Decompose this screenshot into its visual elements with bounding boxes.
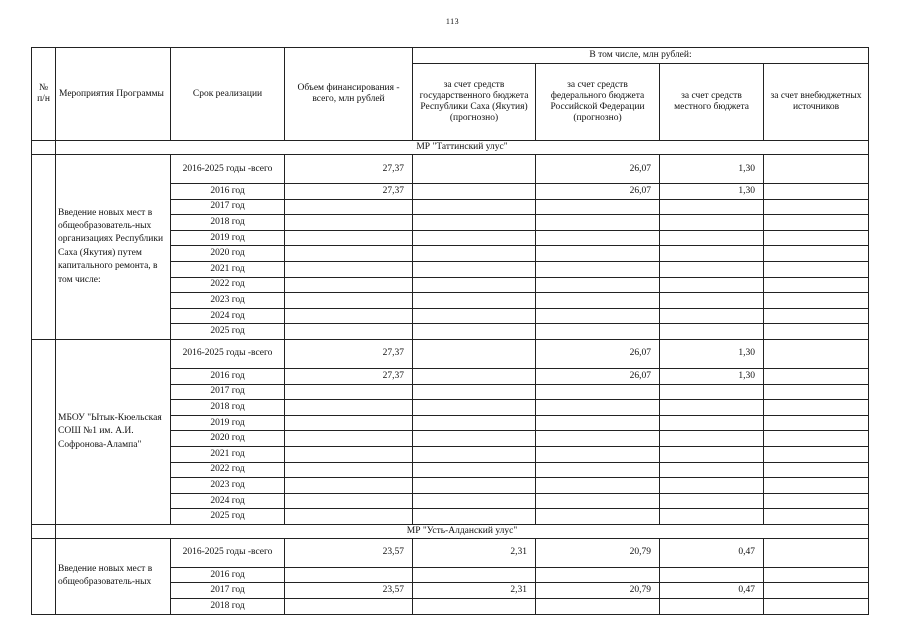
section-title: МР "Таттинский улус"	[56, 141, 869, 155]
local-cell	[660, 308, 764, 324]
page-number: 113	[445, 17, 460, 26]
period-cell: 2025 год	[171, 324, 285, 340]
regional-cell	[413, 493, 536, 509]
section-title: МР "Усть-Алданский улус"	[56, 524, 869, 538]
extra-cell	[764, 155, 869, 184]
period-cell: 2023 год	[171, 478, 285, 494]
table-body	[32, 141, 869, 615]
extra-cell	[764, 199, 869, 215]
period-cell: 2016 год	[171, 368, 285, 384]
header-extrabudgetary: за счет внебюджетных источников	[764, 64, 869, 141]
regional-cell	[413, 199, 536, 215]
federal-cell	[536, 230, 660, 246]
extra-cell	[764, 339, 869, 368]
period-cell: 2016-2025 годы -всего	[171, 155, 285, 184]
header-including: В том числе, млн рублей:	[413, 48, 869, 64]
total-cell	[285, 446, 413, 462]
activity-name: МБОУ "Ытык-Кюельская СОШ №1 им. А.И. Софронова-Алампа"	[58, 412, 162, 450]
header-regional-budget: за счет средств государственного бюджета Республики Саха (Якутия) (прогнозно)	[413, 64, 536, 141]
period-cell: 2016-2025 годы -всего	[171, 339, 285, 368]
regional-cell	[413, 215, 536, 231]
extra-cell	[764, 368, 869, 384]
local-cell	[660, 509, 764, 525]
extra-cell	[764, 308, 869, 324]
extra-cell	[764, 215, 869, 231]
federal-cell: 26,07	[536, 155, 660, 184]
local-cell	[660, 567, 764, 583]
regional-cell	[413, 384, 536, 400]
regional-cell	[413, 339, 536, 368]
extra-cell	[764, 400, 869, 416]
extra-cell	[764, 567, 869, 583]
total-cell	[285, 493, 413, 509]
federal-cell: 20,79	[536, 583, 660, 599]
extra-cell	[764, 246, 869, 262]
regional-cell	[413, 415, 536, 431]
federal-cell: 20,79	[536, 538, 660, 567]
regional-cell: 2,31	[413, 583, 536, 599]
period-cell: 2019 год	[171, 230, 285, 246]
regional-cell: 2,31	[413, 538, 536, 567]
local-cell: 0,47	[660, 583, 764, 599]
regional-cell	[413, 230, 536, 246]
header-activities: Мероприятия Программы	[56, 48, 171, 141]
header-total: Объем финансирования - всего, млн рублей	[285, 48, 413, 141]
extra-cell	[764, 230, 869, 246]
total-cell	[285, 246, 413, 262]
period-cell: 2021 год	[171, 446, 285, 462]
period-cell: 2016-2025 годы -всего	[171, 538, 285, 567]
regional-cell	[413, 567, 536, 583]
regional-cell	[413, 308, 536, 324]
total-cell: 27,37	[285, 155, 413, 184]
section-num-cell	[32, 141, 56, 155]
local-cell	[660, 446, 764, 462]
header-local-budget: за счет средств местного бюджета	[660, 64, 764, 141]
extra-cell	[764, 293, 869, 309]
federal-cell	[536, 293, 660, 309]
activity-cell	[56, 339, 171, 524]
local-cell: 1,30	[660, 368, 764, 384]
total-cell	[285, 462, 413, 478]
extra-cell	[764, 184, 869, 200]
table-row	[32, 538, 869, 567]
activity-name: Введение новых мест в общеобразователь-ных	[58, 563, 153, 588]
total-cell	[285, 567, 413, 583]
table-header	[32, 48, 869, 141]
extra-cell	[764, 583, 869, 599]
extra-cell	[764, 415, 869, 431]
period-cell: 2022 год	[171, 277, 285, 293]
period-cell: 2016 год	[171, 567, 285, 583]
regional-cell	[413, 478, 536, 494]
extra-cell	[764, 324, 869, 340]
federal-cell	[536, 509, 660, 525]
regional-cell	[413, 261, 536, 277]
federal-cell	[536, 215, 660, 231]
extra-cell	[764, 462, 869, 478]
row-number-cell	[32, 155, 56, 340]
period-cell: 2018 год	[171, 599, 285, 615]
period-cell: 2017 год	[171, 199, 285, 215]
federal-cell	[536, 431, 660, 447]
header-num: № п/н	[32, 48, 56, 141]
total-cell: 23,57	[285, 538, 413, 567]
section-row	[32, 524, 869, 538]
local-cell	[660, 324, 764, 340]
local-cell: 1,30	[660, 155, 764, 184]
total-cell	[285, 199, 413, 215]
section-num-cell	[32, 524, 56, 538]
total-cell: 27,37	[285, 339, 413, 368]
regional-cell	[413, 368, 536, 384]
period-cell: 2018 год	[171, 215, 285, 231]
total-cell	[285, 415, 413, 431]
local-cell	[660, 261, 764, 277]
federal-cell	[536, 493, 660, 509]
federal-cell	[536, 567, 660, 583]
extra-cell	[764, 478, 869, 494]
local-cell	[660, 246, 764, 262]
regional-cell	[413, 599, 536, 615]
local-cell	[660, 415, 764, 431]
total-cell	[285, 400, 413, 416]
federal-cell	[536, 277, 660, 293]
period-cell: 2019 год	[171, 415, 285, 431]
local-cell: 1,30	[660, 184, 764, 200]
section-row	[32, 141, 869, 155]
total-cell	[285, 384, 413, 400]
period-cell: 2025 год	[171, 509, 285, 525]
period-cell: 2016 год	[171, 184, 285, 200]
total-cell	[285, 277, 413, 293]
extra-cell	[764, 509, 869, 525]
total-cell: 23,57	[285, 583, 413, 599]
federal-cell	[536, 400, 660, 416]
federal-cell	[536, 261, 660, 277]
local-cell	[660, 493, 764, 509]
federal-cell: 26,07	[536, 368, 660, 384]
local-cell	[660, 384, 764, 400]
period-cell: 2024 год	[171, 493, 285, 509]
extra-cell	[764, 493, 869, 509]
total-cell	[285, 230, 413, 246]
activity-cell	[56, 155, 171, 340]
total-cell: 27,37	[285, 184, 413, 200]
federal-cell	[536, 599, 660, 615]
total-cell: 27,37	[285, 368, 413, 384]
federal-cell: 26,07	[536, 339, 660, 368]
header-period: Срок реализации	[171, 48, 285, 141]
local-cell	[660, 478, 764, 494]
federal-cell	[536, 462, 660, 478]
local-cell: 0,47	[660, 538, 764, 567]
period-cell: 2020 год	[171, 246, 285, 262]
regional-cell	[413, 324, 536, 340]
local-cell	[660, 431, 764, 447]
table-row	[32, 339, 869, 368]
federal-cell	[536, 246, 660, 262]
row-number-cell	[32, 538, 56, 614]
local-cell	[660, 599, 764, 615]
federal-cell	[536, 446, 660, 462]
total-cell	[285, 324, 413, 340]
activity-cell	[56, 538, 171, 614]
local-cell	[660, 199, 764, 215]
extra-cell	[764, 431, 869, 447]
federal-cell	[536, 478, 660, 494]
regional-cell	[413, 462, 536, 478]
regional-cell	[413, 277, 536, 293]
total-cell	[285, 478, 413, 494]
federal-cell: 26,07	[536, 184, 660, 200]
federal-cell	[536, 415, 660, 431]
total-cell	[285, 599, 413, 615]
federal-cell	[536, 324, 660, 340]
regional-cell	[413, 293, 536, 309]
period-cell: 2017 год	[171, 583, 285, 599]
extra-cell	[764, 384, 869, 400]
extra-cell	[764, 538, 869, 567]
period-cell: 2017 год	[171, 384, 285, 400]
table-row	[32, 155, 869, 184]
period-cell: 2021 год	[171, 261, 285, 277]
period-cell: 2023 год	[171, 293, 285, 309]
total-cell	[285, 293, 413, 309]
period-cell: 2024 год	[171, 308, 285, 324]
total-cell	[285, 431, 413, 447]
regional-cell	[413, 400, 536, 416]
extra-cell	[764, 599, 869, 615]
header-federal-budget: за счет средств федерального бюджета Российской Федерации (прогнозно)	[536, 64, 660, 141]
local-cell	[660, 277, 764, 293]
period-cell: 2020 год	[171, 431, 285, 447]
local-cell	[660, 230, 764, 246]
local-cell: 1,30	[660, 339, 764, 368]
extra-cell	[764, 261, 869, 277]
regional-cell	[413, 509, 536, 525]
regional-cell	[413, 184, 536, 200]
regional-cell	[413, 446, 536, 462]
regional-cell	[413, 431, 536, 447]
regional-cell	[413, 155, 536, 184]
local-cell	[660, 293, 764, 309]
activity-name: Введение новых мест в общеобразователь-ных организациях Республики Саха (Якутия) путем капитального ремонта, в том числе:	[58, 207, 164, 285]
total-cell	[285, 509, 413, 525]
total-cell	[285, 308, 413, 324]
total-cell	[285, 261, 413, 277]
period-cell: 2018 год	[171, 400, 285, 416]
local-cell	[660, 215, 764, 231]
federal-cell	[536, 308, 660, 324]
total-cell	[285, 215, 413, 231]
federal-cell	[536, 384, 660, 400]
extra-cell	[764, 446, 869, 462]
federal-cell	[536, 199, 660, 215]
row-number-cell	[32, 339, 56, 524]
program-financing-table	[31, 47, 869, 615]
regional-cell	[413, 246, 536, 262]
period-cell: 2022 год	[171, 462, 285, 478]
local-cell	[660, 400, 764, 416]
local-cell	[660, 462, 764, 478]
extra-cell	[764, 277, 869, 293]
